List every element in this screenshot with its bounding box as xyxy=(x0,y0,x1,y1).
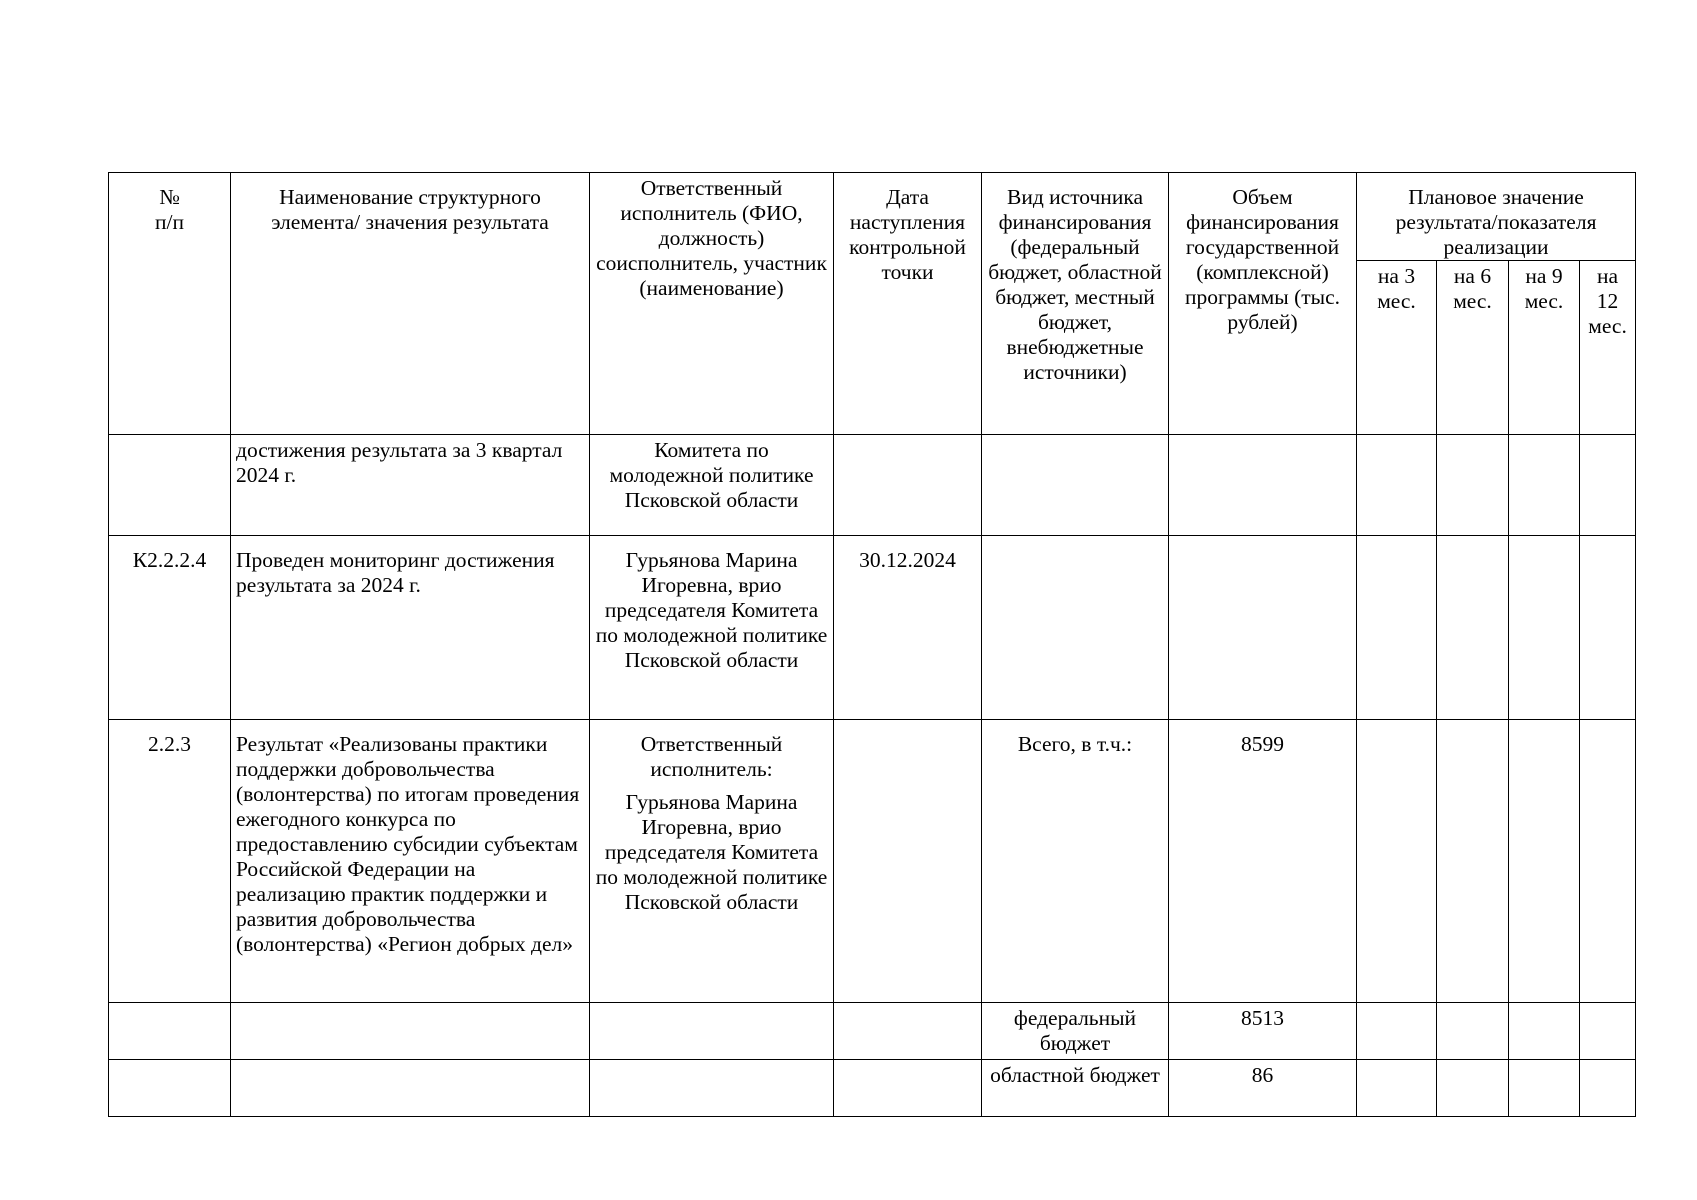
row-num xyxy=(109,1060,231,1117)
row-name xyxy=(231,1060,590,1117)
row-plan-3 xyxy=(1357,720,1437,1003)
header-planned: Плановое значение результата/показателя реализации xyxy=(1357,173,1636,261)
row-source: Всего, в т.ч.: xyxy=(982,720,1169,1003)
row-plan-3 xyxy=(1357,1003,1437,1060)
row-responsible: Гурьянова Марина Игоревна, врио председателя Комитета по молодежной политике Псковской области xyxy=(590,536,834,720)
row-volume xyxy=(1169,435,1357,536)
table-row xyxy=(109,720,1636,1003)
row-volume: 86 xyxy=(1169,1060,1357,1117)
row-num: 2.2.3 xyxy=(109,720,231,1003)
row-plan-12 xyxy=(1580,1060,1636,1117)
header-sub-12: на 12 мес. xyxy=(1580,261,1636,435)
header-responsible: Ответственный исполнитель (ФИО, должность) соисполнитель, участник (наименование) xyxy=(590,173,834,435)
row-name: Результат «Реализованы практики поддержки добровольчества (волонтерства) по итогам проведения ежегодного конкурса по предоставлению субсидии субъектам Российской Федерации на реализацию практик поддержки и развития добровольчества (волонтерства) «Регион добрых дел» xyxy=(231,720,590,1003)
row-num: К2.2.2.4 xyxy=(109,536,231,720)
row-date xyxy=(834,1003,982,1060)
financing-table xyxy=(108,172,1636,1117)
row-plan-6 xyxy=(1437,720,1509,1003)
header-source: Вид источника финансирования (федеральный бюджет, областной бюджет, местный бюджет, внебюджетные источники) xyxy=(982,173,1169,435)
header-row xyxy=(109,173,1636,261)
header-date: Дата наступления контрольной точки xyxy=(834,173,982,435)
header-volume: Объем финансирования государственной (комплексной) программы (тыс. рублей) xyxy=(1169,173,1357,435)
row-responsible-head: Ответственный исполнитель: xyxy=(640,732,783,781)
row-name: достижения результата за 3 квартал 2024 г. xyxy=(231,435,590,536)
row-source xyxy=(982,435,1169,536)
row-plan-12 xyxy=(1580,720,1636,1003)
row-plan-12 xyxy=(1580,536,1636,720)
row-volume: 8599 xyxy=(1169,720,1357,1003)
row-name: Проведен мониторинг достижения результата за 2024 г. xyxy=(231,536,590,720)
row-plan-12 xyxy=(1580,1003,1636,1060)
row-num xyxy=(109,435,231,536)
row-date xyxy=(834,1060,982,1117)
table-row xyxy=(109,1060,1636,1117)
row-plan-9 xyxy=(1509,1003,1580,1060)
row-plan-6 xyxy=(1437,435,1509,536)
row-plan-3 xyxy=(1357,536,1437,720)
row-num xyxy=(109,1003,231,1060)
row-name xyxy=(231,1003,590,1060)
table-row xyxy=(109,536,1636,720)
row-plan-6 xyxy=(1437,536,1509,720)
header-sub-6: на 6 мес. xyxy=(1437,261,1509,435)
row-plan-9 xyxy=(1509,435,1580,536)
header-sub-9: на 9 мес. xyxy=(1509,261,1580,435)
row-volume xyxy=(1169,536,1357,720)
row-plan-9 xyxy=(1509,720,1580,1003)
row-date: 30.12.2024 xyxy=(834,536,982,720)
row-source: федеральный бюджет xyxy=(982,1003,1169,1060)
row-responsible-cell xyxy=(590,720,834,1003)
row-plan-12 xyxy=(1580,435,1636,536)
table-row xyxy=(109,435,1636,536)
row-plan-9 xyxy=(1509,1060,1580,1117)
header-num: № п/п xyxy=(109,173,231,435)
row-plan-3 xyxy=(1357,1060,1437,1117)
header-sub-3: на 3 мес. xyxy=(1357,261,1437,435)
table-row xyxy=(109,1003,1636,1060)
row-responsible xyxy=(590,1003,834,1060)
row-volume: 8513 xyxy=(1169,1003,1357,1060)
row-plan-9 xyxy=(1509,536,1580,720)
row-date xyxy=(834,435,982,536)
row-plan-3 xyxy=(1357,435,1437,536)
row-responsible: Комитета по молодежной политике Псковской области xyxy=(590,435,834,536)
row-responsible xyxy=(590,1060,834,1117)
row-plan-6 xyxy=(1437,1060,1509,1117)
header-name: Наименование структурного элемента/ значения результата xyxy=(231,173,590,435)
row-responsible: Гурьянова Марина Игоревна, врио председателя Комитета по молодежной политике Псковской области xyxy=(595,790,828,914)
row-source xyxy=(982,536,1169,720)
row-plan-6 xyxy=(1437,1003,1509,1060)
row-date xyxy=(834,720,982,1003)
row-source: областной бюджет xyxy=(982,1060,1169,1117)
